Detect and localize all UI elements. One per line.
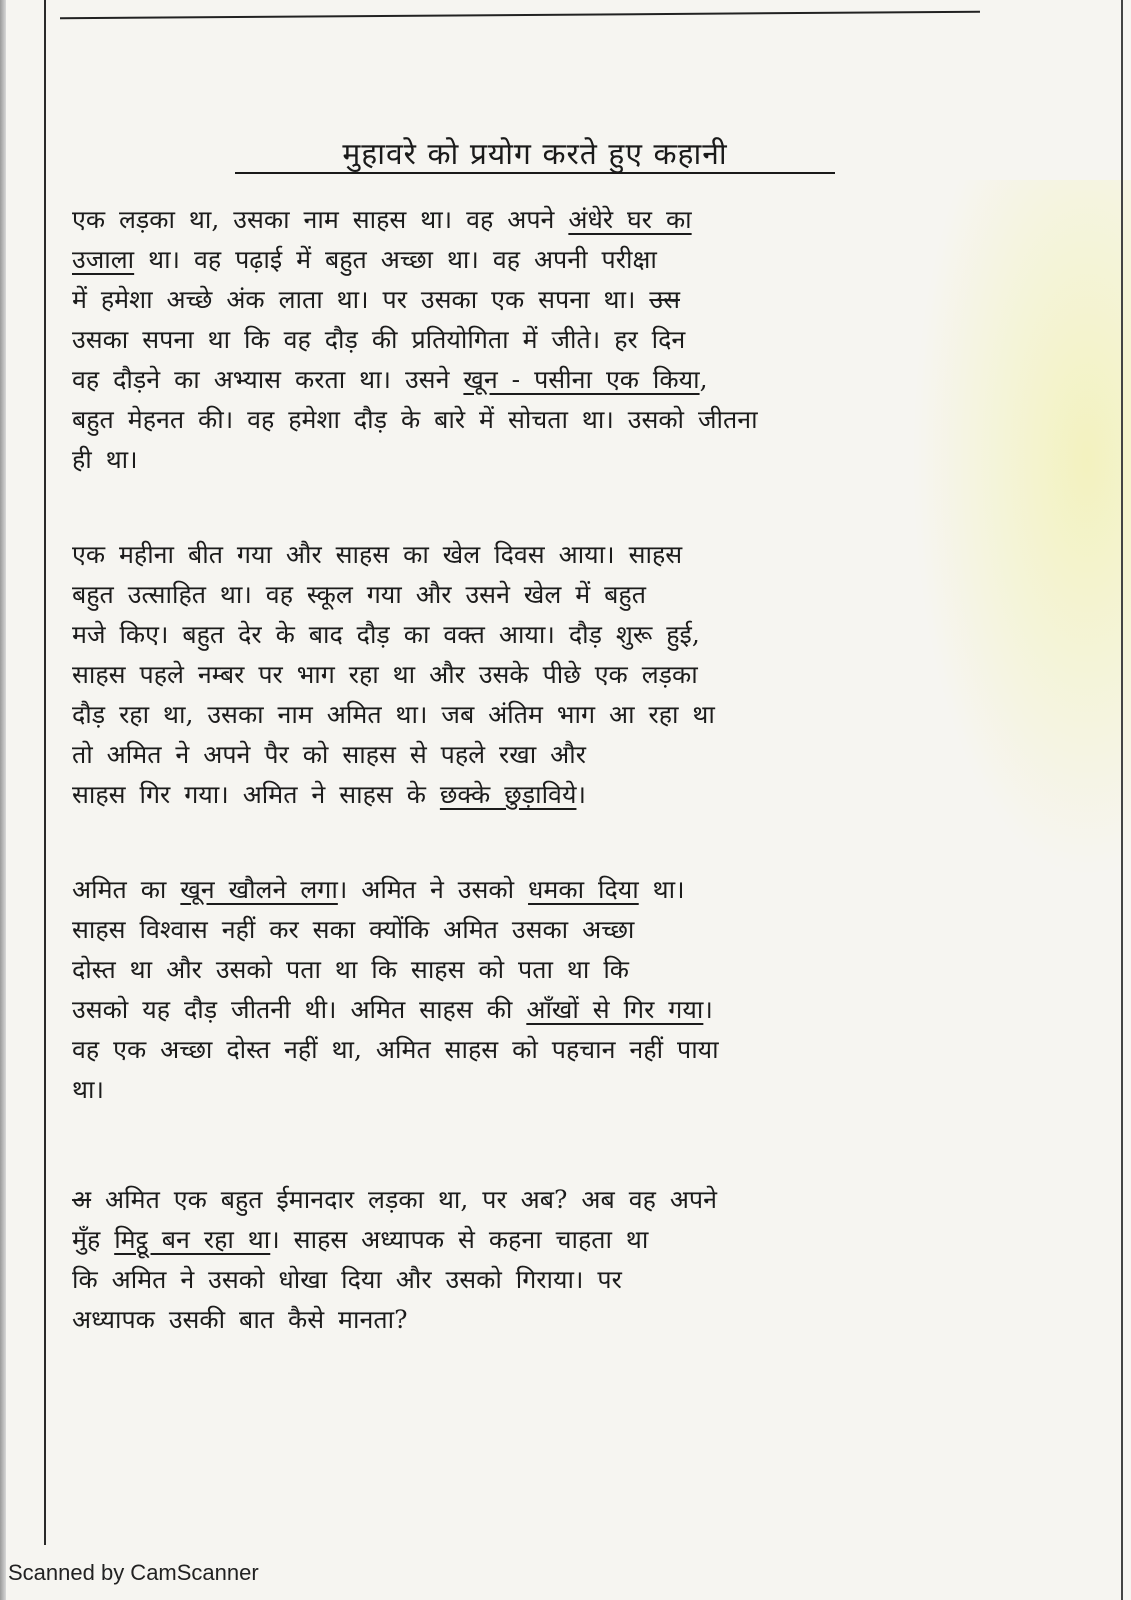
underlined-idiom: छक्के छुड़ाविये bbox=[439, 780, 577, 809]
text-segment: साहस पहले नम्बर पर भाग रहा था और उसके पीछे एक लड़का bbox=[72, 660, 698, 689]
text-line bbox=[72, 950, 1042, 990]
page-top-rule bbox=[60, 11, 980, 19]
page-title: मुहावरे को प्रयोग करते हुए कहानी bbox=[342, 137, 728, 172]
text-segment: बहुत उत्साहित था। वह स्कूल गया और उसने खेल में बहुत bbox=[72, 580, 646, 609]
text-line bbox=[72, 870, 1042, 910]
text-segment: ही था। bbox=[72, 445, 138, 474]
scan-edge bbox=[0, 0, 6, 1600]
text-segment: तो अमित ने अपने पैर को साहस से पहले रखा और bbox=[72, 740, 586, 769]
text-segment: । साहस अध्यापक से कहना चाहता था bbox=[270, 1225, 649, 1254]
text-segment: बहुत मेहनत की। वह हमेशा दौड़ के बारे में सोचता था। उसको जीतना bbox=[72, 405, 758, 434]
text-segment: उसको यह दौड़ जीतनी थी। अमित साहस की bbox=[72, 995, 527, 1024]
text-segment: था। bbox=[72, 1075, 104, 1104]
text-segment: एक महीना बीत गया और साहस का खेल दिवस आया। साहस bbox=[72, 540, 683, 569]
text-segment: उसका सपना था कि वह दौड़ की प्रतियोगिता में जीते। हर दिन bbox=[72, 325, 686, 354]
page-margin-line bbox=[44, 0, 46, 1545]
text-line bbox=[72, 1180, 1042, 1220]
text-segment: । bbox=[576, 780, 586, 809]
struck-out-text: अ bbox=[72, 1185, 92, 1214]
text-segment: अमित एक बहुत ईमानदार लड़का था, पर अब? अब वह अपने bbox=[91, 1185, 718, 1214]
text-line bbox=[72, 910, 1042, 950]
text-line bbox=[72, 615, 1042, 655]
underlined-idiom: खून खौलने लगा bbox=[180, 875, 338, 904]
text-line bbox=[72, 440, 1042, 480]
underlined-idiom: अंधेरे घर का bbox=[568, 205, 692, 234]
page-right-edge bbox=[1121, 0, 1123, 1600]
text-line bbox=[72, 1300, 1042, 1340]
text-segment: वह दौड़ने का अभ्यास करता था। उसने bbox=[72, 365, 464, 394]
text-segment: अध्यापक उसकी बात कैसे मानता? bbox=[72, 1305, 408, 1334]
text-segment: दोस्त था और उसको पता था कि साहस को पता था कि bbox=[72, 955, 629, 984]
text-line bbox=[72, 655, 1042, 695]
text-line bbox=[72, 575, 1042, 615]
text-segment: कि अमित ने उसको धोखा दिया और उसको गिराया। पर bbox=[72, 1265, 622, 1294]
text-segment: मजे किए। बहुत देर के बाद दौड़ का वक्त आया। दौड़ शुरू हुई, bbox=[72, 620, 700, 649]
text-segment: था। bbox=[638, 875, 685, 904]
text-segment: मुँह bbox=[72, 1225, 115, 1254]
text-line bbox=[72, 1030, 1042, 1070]
text-segment: साहस गिर गया। अमित ने साहस के bbox=[72, 780, 440, 809]
text-segment: साहस विश्वास नहीं कर सका क्योंकि अमित उसका अच्छा bbox=[72, 915, 635, 944]
text-line bbox=[72, 990, 1042, 1030]
text-line bbox=[72, 400, 1042, 440]
text-segment: में हमेशा अच्छे अंक लाता था। पर उसका एक सपना था। bbox=[72, 285, 650, 314]
text-segment: अमित का bbox=[72, 875, 181, 904]
title-underline bbox=[235, 172, 835, 174]
underlined-idiom: मिट्ठू बन रहा था bbox=[114, 1225, 271, 1254]
text-segment: वह एक अच्छा दोस्त नहीं था, अमित साहस को पहचान नहीं पाया bbox=[72, 1035, 719, 1064]
text-line bbox=[72, 535, 1042, 575]
text-line bbox=[72, 695, 1042, 735]
text-segment: । bbox=[703, 995, 713, 1024]
text-line bbox=[72, 280, 1042, 320]
text-line bbox=[72, 360, 1042, 400]
paragraph-3 bbox=[72, 870, 1042, 1110]
text-line bbox=[72, 240, 1042, 280]
text-line bbox=[72, 1260, 1042, 1300]
paragraph-2 bbox=[72, 535, 1042, 815]
text-line bbox=[72, 1220, 1042, 1260]
text-segment: एक लड़का था, उसका नाम साहस था। वह अपने bbox=[72, 205, 569, 234]
scanner-watermark: Scanned by CamScanner bbox=[8, 1560, 259, 1585]
text-segment: । अमित ने उसको bbox=[337, 875, 529, 904]
text-segment: , bbox=[699, 365, 708, 394]
text-line bbox=[72, 200, 1042, 240]
paragraph-4 bbox=[72, 1180, 1042, 1340]
underlined-idiom: उजाला bbox=[72, 245, 135, 274]
text-line bbox=[72, 735, 1042, 775]
underlined-idiom: आँखों से गिर गया bbox=[526, 995, 704, 1024]
text-line bbox=[72, 775, 1042, 815]
underlined-idiom: खून - पसीना एक किया bbox=[463, 365, 700, 394]
text-line bbox=[72, 1070, 1042, 1110]
text-line bbox=[72, 320, 1042, 360]
paragraph-1 bbox=[72, 200, 1042, 480]
underlined-idiom: धमका दिया bbox=[528, 875, 639, 904]
text-segment: था। वह पढ़ाई में बहुत अच्छा था। वह अपनी परीक्षा bbox=[134, 245, 657, 274]
struck-out-text: उस bbox=[649, 285, 680, 314]
text-segment: दौड़ रहा था, उसका नाम अमित था। जब अंतिम भाग आ रहा था bbox=[72, 700, 715, 729]
